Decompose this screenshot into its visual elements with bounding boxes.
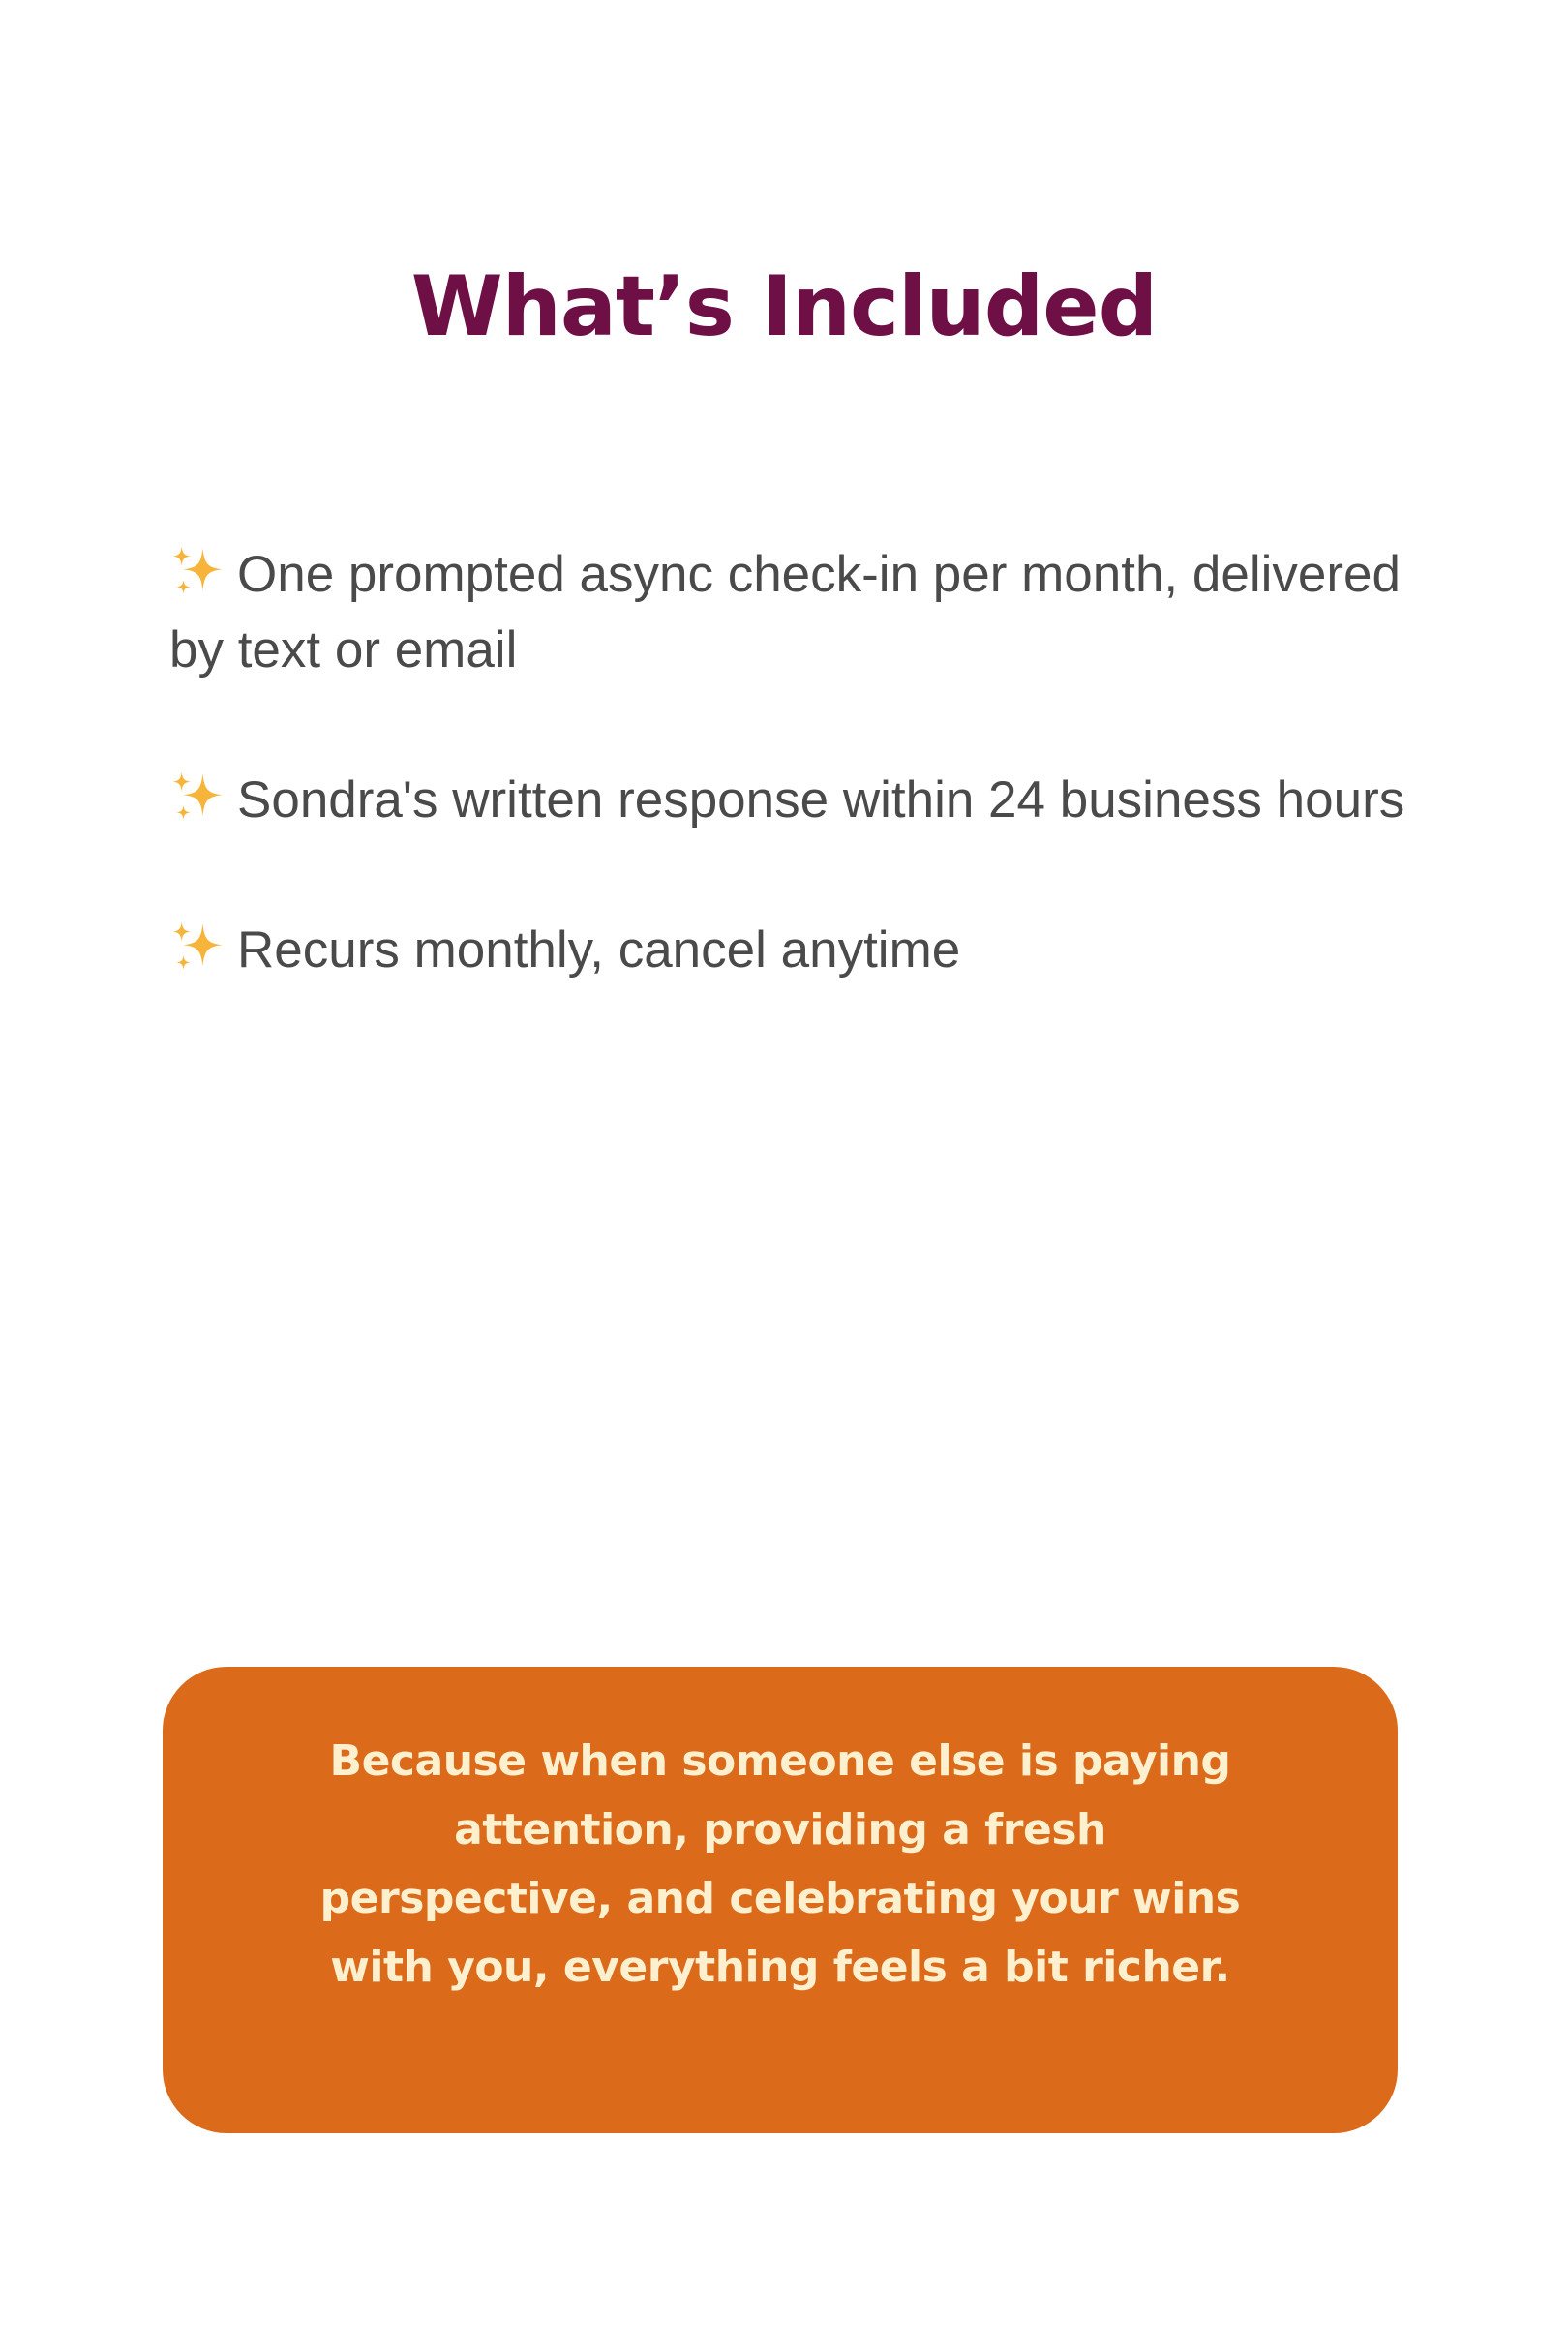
feature-item	[169, 763, 1418, 838]
quote-text: Because when someone else is paying attention, providing a fresh perspective, and celebrating your wins with you, everything feels a bit richer.	[319, 1736, 1241, 1992]
feature-text: Sondra's written response within 24 business hours	[237, 771, 1405, 829]
features-list	[169, 537, 1418, 1063]
feature-item	[169, 537, 1418, 688]
sparkles-icon	[169, 543, 226, 599]
feature-text: One prompted async check-in per month, delivered by text or email	[169, 546, 1401, 678]
sparkles-icon	[169, 919, 226, 975]
feature-text: Recurs monthly, cancel anytime	[237, 921, 961, 979]
sparkles-icon	[169, 769, 226, 825]
page-title: What’s Included	[410, 258, 1158, 355]
feature-item	[169, 913, 1418, 988]
quote-callout	[163, 1667, 1398, 2133]
